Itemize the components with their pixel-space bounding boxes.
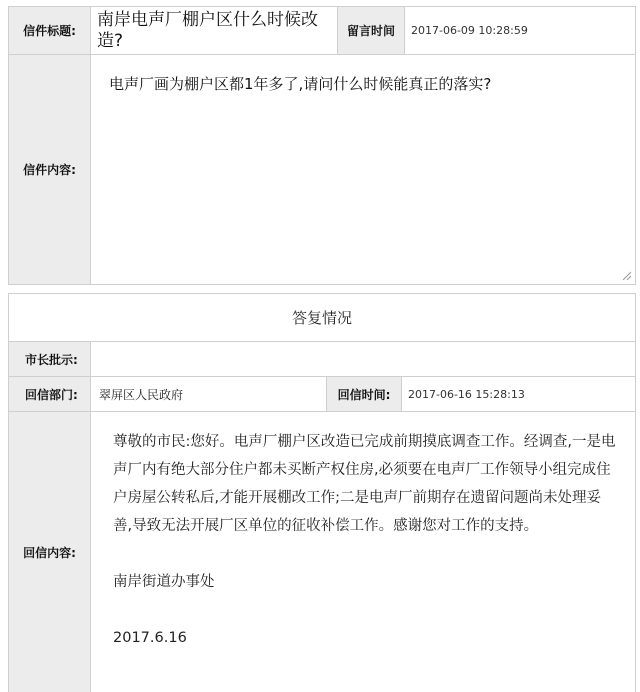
reply-time-label: 回信时间: (327, 377, 402, 411)
reply-time-cell (402, 377, 635, 411)
reply-signature: 南岸街道办事处 (113, 574, 215, 590)
mayor-value (91, 342, 635, 376)
reply-content-row (9, 412, 635, 692)
reply-body-text: 尊敬的市民:您好。电声厂棚户区改造已完成前期摸底调查工作。经调查,一是电声厂内有绝大部分住户都未买断产权住房,必须要在电声厂工作领导小组完成住户房屋公转私后,才能开展棚改工作;二是电声厂前期存在遗留问题尚未处理妥善,导致无法开展厂区单位的征收补偿工作。感谢您对工作的支持。 (113, 434, 616, 534)
mayor-row (9, 342, 635, 377)
letter-time-cell (405, 7, 635, 54)
letter-content-label: 信件内容: (9, 55, 91, 284)
letter-title-label: 信件标题: (9, 7, 91, 54)
dept-row (9, 377, 635, 412)
reply-date: 2017.6.16 (113, 630, 187, 646)
letter-title-row (9, 7, 635, 55)
reply-time: 2017-06-16 15:28:13 (408, 387, 525, 401)
dept-cell (91, 377, 327, 411)
dept-label: 回信部门: (9, 377, 91, 411)
letter-time: 2017-06-09 10:28:59 (411, 24, 528, 37)
reply-heading: 答复情况 (9, 294, 635, 342)
dept-value: 翠屏区人民政府 (99, 387, 184, 402)
letter-content-textarea[interactable] (91, 55, 635, 284)
letter-content-row (9, 55, 635, 284)
mayor-label: 市长批示: (9, 342, 91, 376)
letter-table (8, 6, 636, 285)
letter-time-label: 留言时间 (338, 7, 405, 54)
reply-content (91, 412, 635, 692)
reply-table (8, 293, 636, 692)
letter-content-text: 电声厂画为棚户区都1年多了,请问什么时候能真正的落实? (109, 75, 492, 93)
letter-title: 南岸电声厂棚户区什么时候改造? (91, 7, 338, 54)
reply-content-label: 回信内容: (9, 412, 91, 692)
resize-grip-icon[interactable] (621, 270, 631, 280)
